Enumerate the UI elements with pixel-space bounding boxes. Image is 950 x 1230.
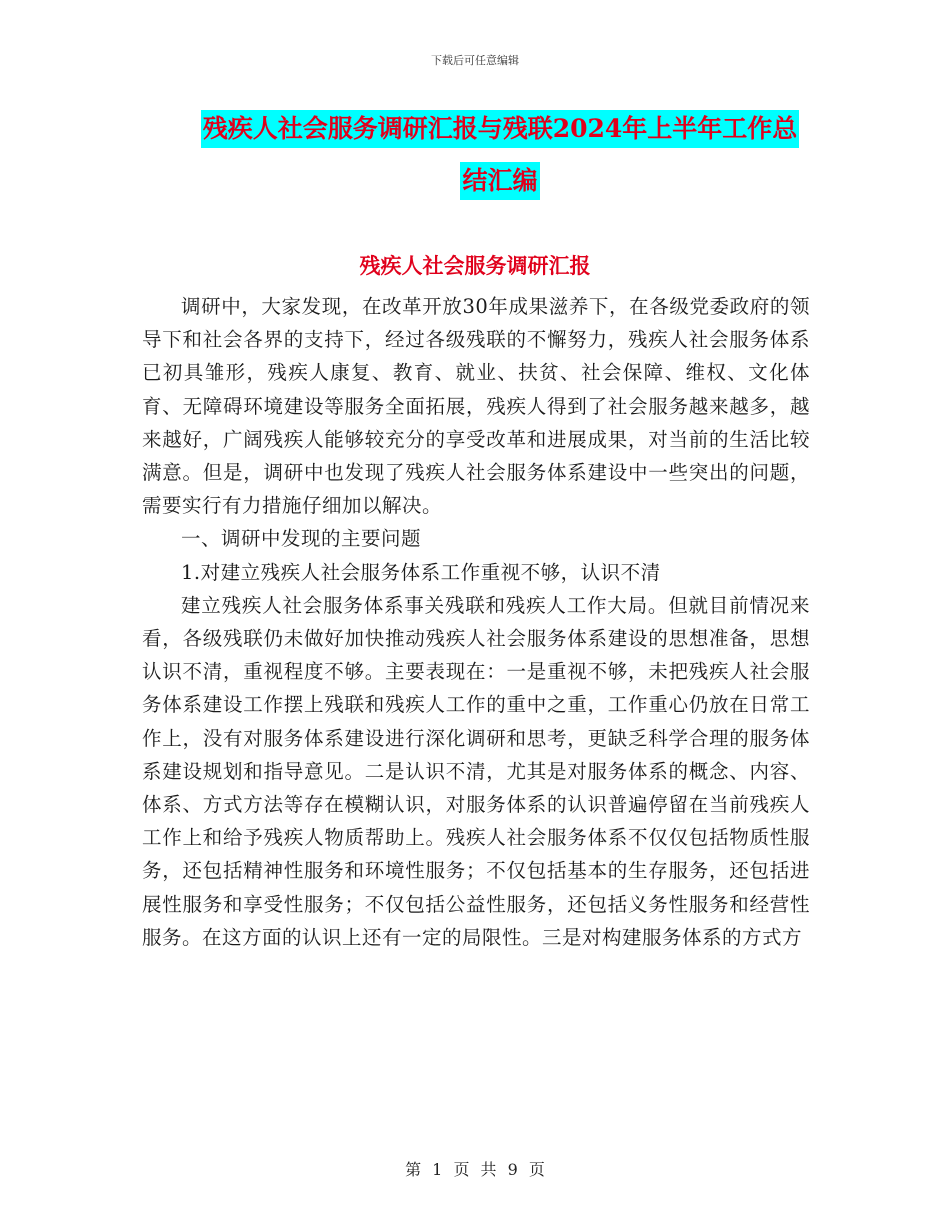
heading-problems: 一、调研中发现的主要问题 — [181, 527, 422, 551]
page-header: 下载后可任意编辑 — [431, 54, 519, 67]
paragraph-intro: 调研中，大家发现，在改革开放30年成果滋养下，在各级党委政府的领导下和社会各界的支持下，经过各级残联的不懈努力，残疾人社会服务体系已初具雏形，残疾人康复、教育、就业、扶贫、社会保障、维权、文化体育、无障碍环境建设等服务全面拓展，残疾人得到了社会服务越来越多，越来越好，广阔残疾人能够较充分的享受改革和进展成果，对当前的生活比较满意。但是，调研中也发现了残疾人社会服务体系建设中一些突出的问题，需要实行有力措施仔细加以解决。 — [142, 295, 810, 518]
heading-problem-1: 1.对建立残疾人社会服务体系工作重视不够，认识不清 — [181, 560, 661, 584]
section-subtitle: 残疾人社会服务调研汇报 — [359, 253, 591, 278]
page-footer: 第 1 页 共 9 页 — [405, 1160, 545, 1179]
document-body — [142, 290, 810, 954]
document-title — [140, 110, 860, 214]
paragraph-problem-1: 建立残疾人社会服务体系事关残联和残疾人工作大局。但就目前情况来看，各级残联仍未做好加快推动残疾人社会服务体系建设的思想准备，思想认识不清，重视程度不够。主要表现在：一是重视不够，未把残疾人社会服务体系建设工作摆上残联和残疾人工作的重中之重，工作重心仍放在日常工作上，没有对服务体系建设进行深化调研和思考，更缺乏科学合理的服务体系建设规划和指导意见。二是认识不清，尤其是对服务体系的概念、内容、体系、方式方法等存在模糊认识，对服务体系的认识普遍停留在当前残疾人工作上和给予残疾人物质帮助上。残疾人社会服务体系不仅仅包括物质性服务，还包括精神性服务和环境性服务；不仅包括基本的生存服务，还包括进展性服务和享受性服务；不仅包括公益性服务，还包括义务性服务和经营性服务。在这方面的认识上还有一定的局限性。三是对构建服务体系的方式方 — [142, 593, 810, 949]
title-line-2: 结汇编 — [460, 162, 539, 200]
title-line-1: 残疾人社会服务调研汇报与残联2024年上半年工作总 — [201, 110, 800, 148]
